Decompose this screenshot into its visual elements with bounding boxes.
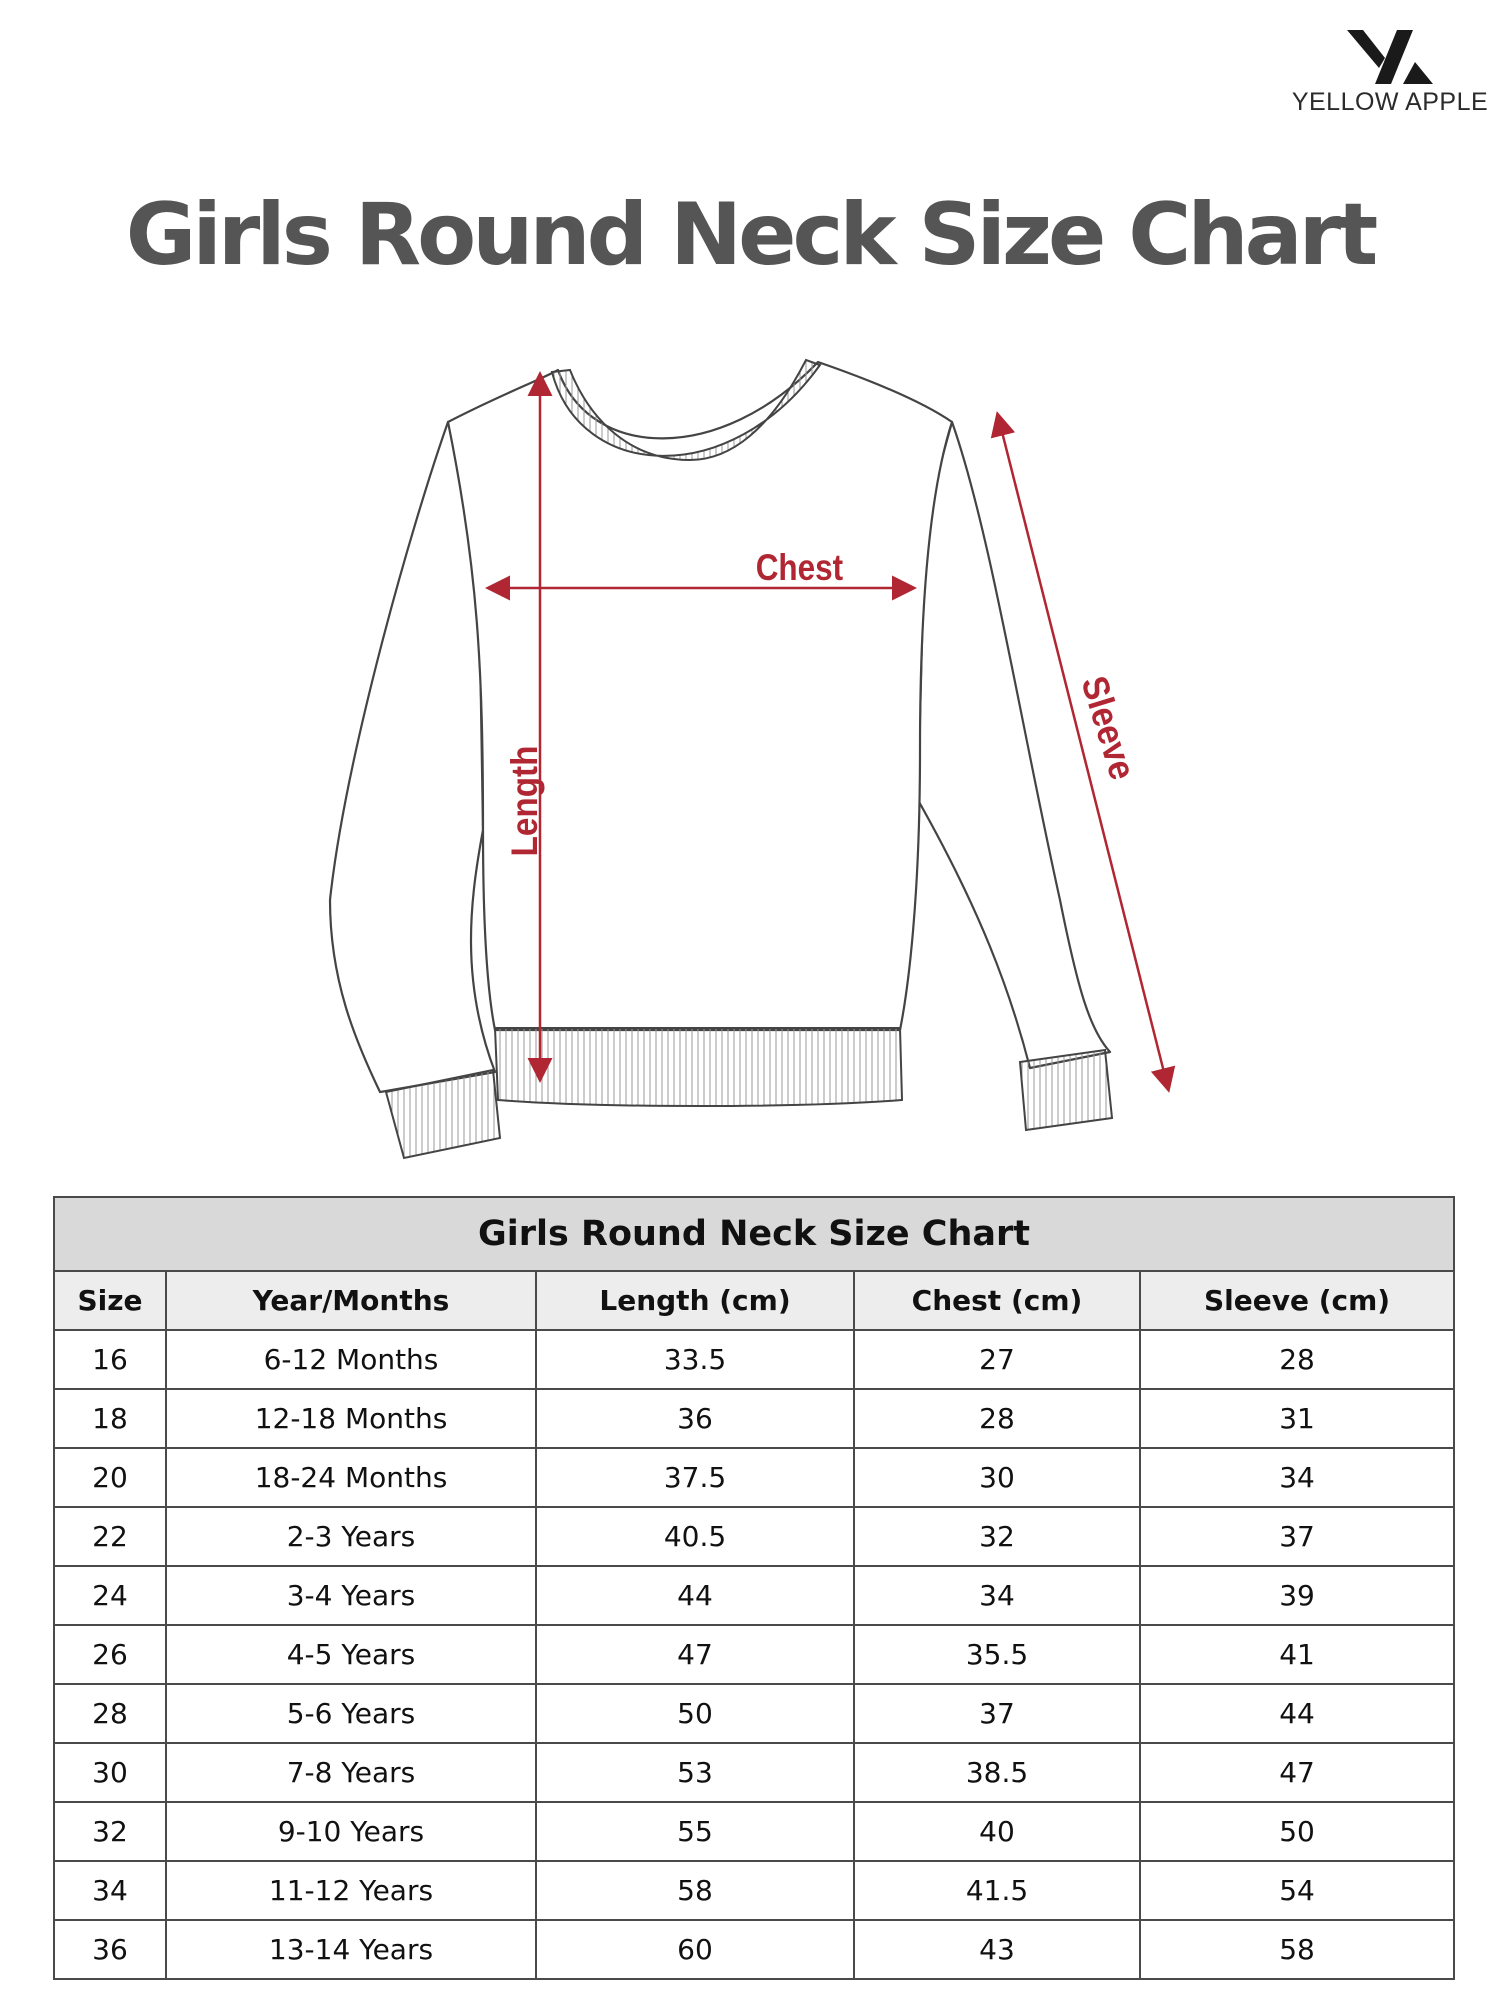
- brand-name: YELLOW APPLE: [1291, 88, 1489, 116]
- table-caption: Girls Round Neck Size Chart: [54, 1197, 1454, 1271]
- cell-chest: 27: [854, 1330, 1140, 1389]
- cell-chest: 32: [854, 1507, 1140, 1566]
- cell-length: 60: [536, 1920, 854, 1979]
- cell-sleeve: 28: [1140, 1330, 1454, 1389]
- cell-age: 2-3 Years: [166, 1507, 536, 1566]
- cell-sleeve: 31: [1140, 1389, 1454, 1448]
- sweater-diagram: [300, 340, 1200, 1160]
- cell-chest: 35.5: [854, 1625, 1140, 1684]
- cell-sleeve: 34: [1140, 1448, 1454, 1507]
- cell-size: 30: [54, 1743, 166, 1802]
- table-row: [54, 1507, 1454, 1566]
- cell-chest: 40: [854, 1802, 1140, 1861]
- cell-size: 24: [54, 1566, 166, 1625]
- cell-length: 53: [536, 1743, 854, 1802]
- cell-length: 37.5: [536, 1448, 854, 1507]
- chest-label: Chest: [755, 547, 844, 588]
- cell-chest: 30: [854, 1448, 1140, 1507]
- column-header-chest: Chest (cm): [854, 1271, 1140, 1330]
- table-row: [54, 1920, 1454, 1979]
- cell-size: 34: [54, 1861, 166, 1920]
- cell-age: 12-18 Months: [166, 1389, 536, 1448]
- sweater-outline: [330, 362, 1110, 1092]
- cell-chest: 38.5: [854, 1743, 1140, 1802]
- cell-age: 3-4 Years: [166, 1566, 536, 1625]
- cell-length: 36: [536, 1389, 854, 1448]
- cell-chest: 43: [854, 1920, 1140, 1979]
- table-row: [54, 1684, 1454, 1743]
- table-row: [54, 1566, 1454, 1625]
- sweater-illustration: [300, 340, 1200, 1160]
- table-header-row: [54, 1271, 1454, 1330]
- cell-sleeve: 58: [1140, 1920, 1454, 1979]
- cell-size: 16: [54, 1330, 166, 1389]
- page-title: Girls Round Neck Size Chart: [125, 185, 1375, 285]
- column-header-size: Size: [54, 1271, 166, 1330]
- table-row: [54, 1861, 1454, 1920]
- table-row: [54, 1330, 1454, 1389]
- cell-sleeve: 47: [1140, 1743, 1454, 1802]
- yellow-apple-logo-icon: [1345, 28, 1435, 86]
- brand-logo: [1280, 28, 1500, 117]
- right-cuff-rib: [1020, 1050, 1112, 1130]
- cell-age: 5-6 Years: [166, 1684, 536, 1743]
- cell-sleeve: 37: [1140, 1507, 1454, 1566]
- cell-chest: 28: [854, 1389, 1140, 1448]
- cell-age: 9-10 Years: [166, 1802, 536, 1861]
- cell-age: 13-14 Years: [166, 1920, 536, 1979]
- cell-age: 18-24 Months: [166, 1448, 536, 1507]
- column-header-age: Year/Months: [166, 1271, 536, 1330]
- cell-length: 40.5: [536, 1507, 854, 1566]
- cell-length: 50: [536, 1684, 854, 1743]
- cell-size: 22: [54, 1507, 166, 1566]
- cell-length: 55: [536, 1802, 854, 1861]
- cell-sleeve: 44: [1140, 1684, 1454, 1743]
- length-label: Length: [504, 745, 545, 857]
- column-header-length: Length (cm): [536, 1271, 854, 1330]
- cell-sleeve: 41: [1140, 1625, 1454, 1684]
- cell-age: 6-12 Months: [166, 1330, 536, 1389]
- size-chart-table: [53, 1196, 1455, 1980]
- cell-age: 11-12 Years: [166, 1861, 536, 1920]
- cell-length: 58: [536, 1861, 854, 1920]
- cell-chest: 41.5: [854, 1861, 1140, 1920]
- cell-size: 32: [54, 1802, 166, 1861]
- cell-size: 36: [54, 1920, 166, 1979]
- table-row: [54, 1448, 1454, 1507]
- cell-length: 44: [536, 1566, 854, 1625]
- cell-chest: 34: [854, 1566, 1140, 1625]
- cell-sleeve: 39: [1140, 1566, 1454, 1625]
- sleeve-label: Sleeve: [1073, 671, 1144, 785]
- waistband-rib: [495, 1028, 902, 1106]
- cell-sleeve: 50: [1140, 1802, 1454, 1861]
- table-row: [54, 1389, 1454, 1448]
- table-row: [54, 1743, 1454, 1802]
- column-header-sleeve: Sleeve (cm): [1140, 1271, 1454, 1330]
- cell-sleeve: 54: [1140, 1861, 1454, 1920]
- cell-age: 4-5 Years: [166, 1625, 536, 1684]
- cell-size: 20: [54, 1448, 166, 1507]
- cell-length: 47: [536, 1625, 854, 1684]
- table-caption-row: [54, 1197, 1454, 1271]
- cell-size: 18: [54, 1389, 166, 1448]
- cell-size: 26: [54, 1625, 166, 1684]
- table-row: [54, 1802, 1454, 1861]
- cell-size: 28: [54, 1684, 166, 1743]
- table-row: [54, 1625, 1454, 1684]
- cell-length: 33.5: [536, 1330, 854, 1389]
- cell-chest: 37: [854, 1684, 1140, 1743]
- cell-age: 7-8 Years: [166, 1743, 536, 1802]
